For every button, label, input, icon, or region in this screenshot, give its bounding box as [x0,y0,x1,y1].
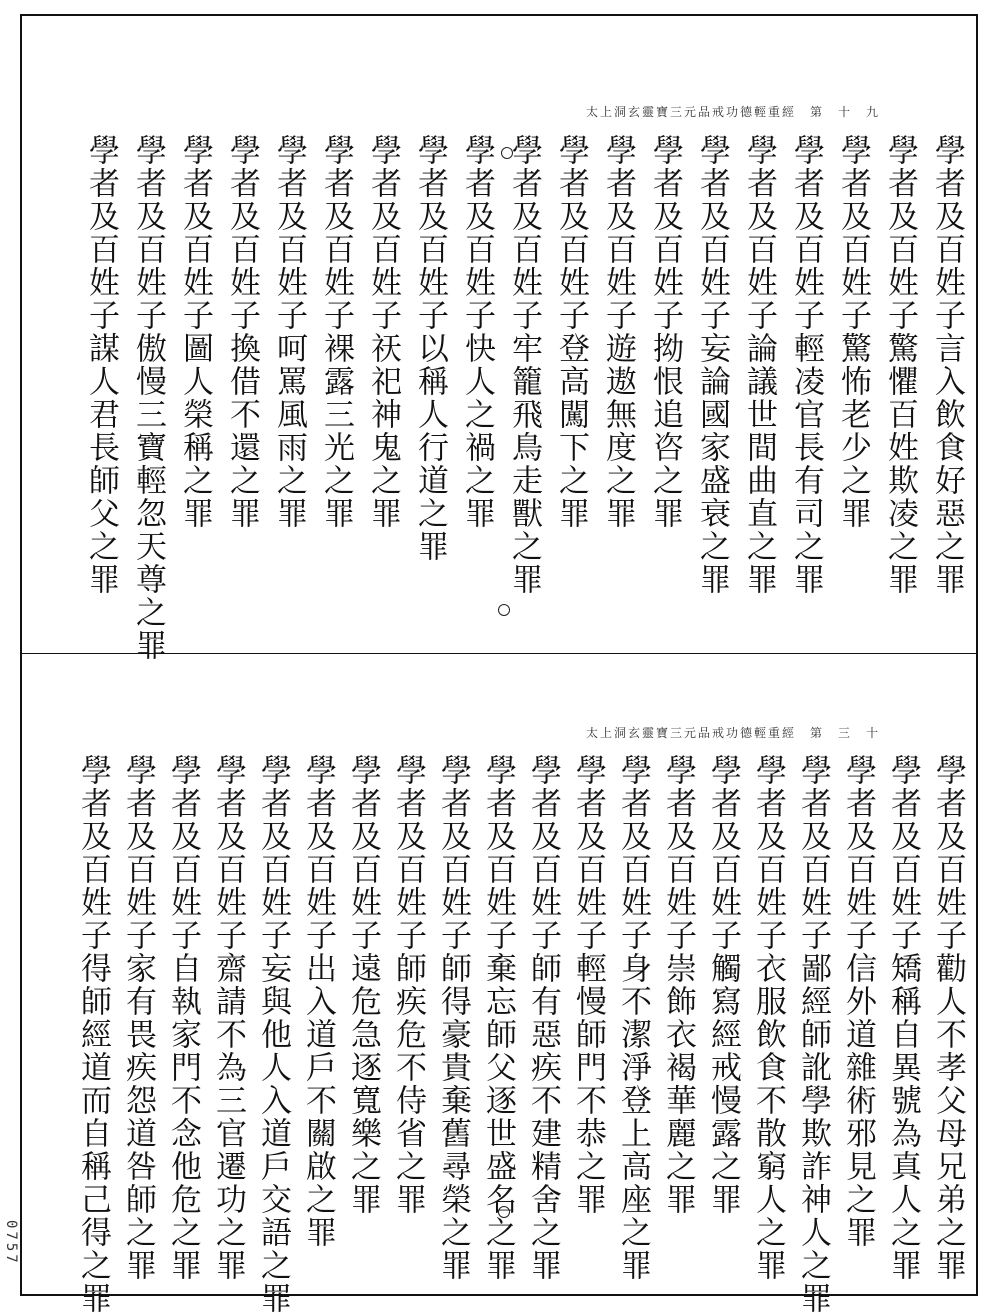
top-panel [22,16,976,662]
text-column: 學者及百姓子勸人不孝父母兄弟之罪 [930,754,966,1282]
text-column: 學者及百姓子裸露三光之罪 [318,134,354,530]
text-column: 學者及百姓子師有惡疾不建精舍之罪 [525,754,561,1282]
text-column: 學者及百姓子師疾危不侍省之罪 [390,754,426,1216]
text-column: 學者及百姓子妄與他人入道戶交語之罪 [255,754,291,1315]
text-column: 學者及百姓子輕凌官長有司之罪 [788,134,824,596]
top-column-mark-circle [501,147,513,159]
text-column: 學者及百姓子齋請不為三官遷功之罪 [210,754,246,1282]
text-column: 學者及百姓子牢籠飛鳥走獸之罪 [506,134,542,596]
text-column: 學者及百姓子出入道戶不關啟之罪 [300,754,336,1249]
bottom-column-mark-circle [498,1206,510,1218]
text-column: 學者及百姓子矯稱自異號為真人之罪 [885,754,921,1282]
top-columns [77,134,970,662]
text-column: 學者及百姓子換借不還之罪 [224,134,260,530]
text-column: 學者及百姓子崇飾衣褐華麗之罪 [660,754,696,1216]
text-column: 學者及百姓子輕慢師門不恭之罪 [570,754,606,1216]
text-column: 學者及百姓子登高闖下之罪 [553,134,589,530]
bottom-panel-header: 太上洞玄靈寶三元品戒功德輕重經 第 三 十 [585,726,880,740]
text-column: 學者及百姓子師得豪貴棄舊尋榮之罪 [435,754,471,1282]
text-column: 學者及百姓子信外道雜術邪見之罪 [840,754,876,1249]
text-column: 學者及百姓子遠危急逐寬樂之罪 [345,754,381,1216]
text-column: 學者及百姓子傲慢三寶輕忽天尊之罪 [130,134,166,662]
text-column: 學者及百姓子驚懼百姓欺凌之罪 [882,134,918,596]
bottom-panel [22,656,976,1315]
text-column: 學者及百姓子以稱人行道之罪 [412,134,448,563]
text-column: 學者及百姓子鄙經師訛學欺詐神人之罪 [795,754,831,1315]
text-column: 學者及百姓子謀人君長師父之罪 [83,134,119,596]
text-column: 學者及百姓子驚怖老少之罪 [835,134,871,530]
text-column: 學者及百姓子妄論國家盛衰之罪 [694,134,730,596]
top-page-mark-circle [498,604,510,616]
text-column: 學者及百姓子觸寫經戒慢露之罪 [705,754,741,1216]
text-column: 學者及百姓子自執家門不念他危之罪 [165,754,201,1282]
text-column: 學者及百姓子遊遨無度之罪 [600,134,636,530]
text-column: 學者及百姓子快人之禍之罪 [459,134,495,530]
text-column: 學者及百姓子衣服飲食不散窮人之罪 [750,754,786,1282]
text-column: 學者及百姓子得師經道而自稱己得之罪 [75,754,111,1315]
text-column: 學者及百姓子呵罵風雨之罪 [271,134,307,530]
text-column: 學者及百姓子身不潔淨登上高座之罪 [615,754,651,1282]
text-column: 學者及百姓子論議世間曲直之罪 [741,134,777,596]
text-column: 學者及百姓子棄忘師父逐世盛名之罪 [480,754,516,1282]
text-column: 學者及百姓子家有畏疾怨道咎師之罪 [120,754,156,1282]
top-panel-header: 太上洞玄靈寶三元品戒功德輕重經 第 十 九 [585,105,880,119]
text-column: 學者及百姓子圖人榮稱之罪 [177,134,213,530]
bottom-columns [70,754,970,1315]
text-column: 學者及百姓子拗恨追咨之罪 [647,134,683,530]
page-number: 0757 [3,1220,19,1266]
text-column: 學者及百姓子言入飲食好惡之罪 [929,134,965,596]
text-column: 學者及百姓子祆祀神鬼之罪 [365,134,401,530]
